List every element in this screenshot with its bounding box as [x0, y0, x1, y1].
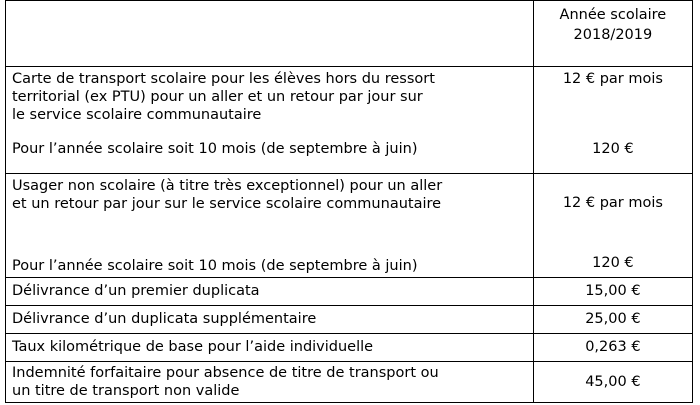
row-value: 25,00 €: [585, 311, 641, 327]
row-description-cell: [6, 67, 534, 174]
row-description-footer: Pour l’année scolaire soit 10 mois (de septembre à juin): [12, 141, 418, 157]
header-year-cell: [533, 1, 692, 67]
row-description-line: Indemnité forfaitaire pour absence de titre de transport ou: [12, 365, 439, 381]
table-row: [6, 174, 693, 278]
table-row: [6, 334, 693, 362]
row-value-cell: [533, 67, 692, 174]
row-value-cell: [533, 174, 692, 278]
row-description-footer: Pour l’année scolaire soit 10 mois (de septembre à juin): [12, 258, 418, 274]
header-year-value: 2018/2019: [573, 27, 653, 43]
row-description-cell: [6, 174, 534, 278]
row-value: 45,00 €: [585, 374, 641, 390]
row-value-footer: 120 €: [592, 255, 634, 271]
table-row: [6, 278, 693, 306]
row-description-cell: [6, 306, 534, 334]
row-description-line: Usager non scolaire (à titre très exceptionnel) pour un aller: [12, 178, 443, 194]
row-value-footer: 120 €: [592, 141, 634, 157]
row-value-cell: [533, 334, 692, 362]
row-description-line: le service scolaire communautaire: [12, 107, 262, 123]
header-year-label: Année scolaire: [559, 7, 667, 23]
row-value: 15,00 €: [585, 283, 641, 299]
header-empty-cell: [6, 1, 534, 67]
table-row: [6, 67, 693, 174]
row-description-line: et un retour par jour sur le service scolaire communautaire: [12, 196, 442, 212]
row-description-cell: [6, 278, 534, 306]
table-header-row: [6, 1, 693, 67]
row-description: Taux kilométrique de base pour l’aide individuelle: [12, 339, 374, 355]
row-description-cell: [6, 334, 534, 362]
table-row: [6, 306, 693, 334]
row-value-cell: [533, 278, 692, 306]
row-description-line: un titre de transport non valide: [12, 383, 240, 399]
row-value: 12 € par mois: [562, 71, 663, 87]
tariff-table: [5, 0, 693, 403]
row-description: Délivrance d’un duplicata supplémentaire: [12, 311, 317, 327]
row-description-line: territorial (ex PTU) pour un aller et un retour par jour sur: [12, 89, 423, 105]
row-value-cell: [533, 306, 692, 334]
row-value: 12 € par mois: [562, 195, 663, 211]
row-value: 0,263 €: [585, 339, 641, 355]
row-description-line: Carte de transport scolaire pour les élèves hors du ressort: [12, 71, 435, 87]
row-description-cell: [6, 362, 534, 403]
table-row: [6, 362, 693, 403]
row-description: Délivrance d’un premier duplicata: [12, 283, 260, 299]
row-value-cell: [533, 362, 692, 403]
